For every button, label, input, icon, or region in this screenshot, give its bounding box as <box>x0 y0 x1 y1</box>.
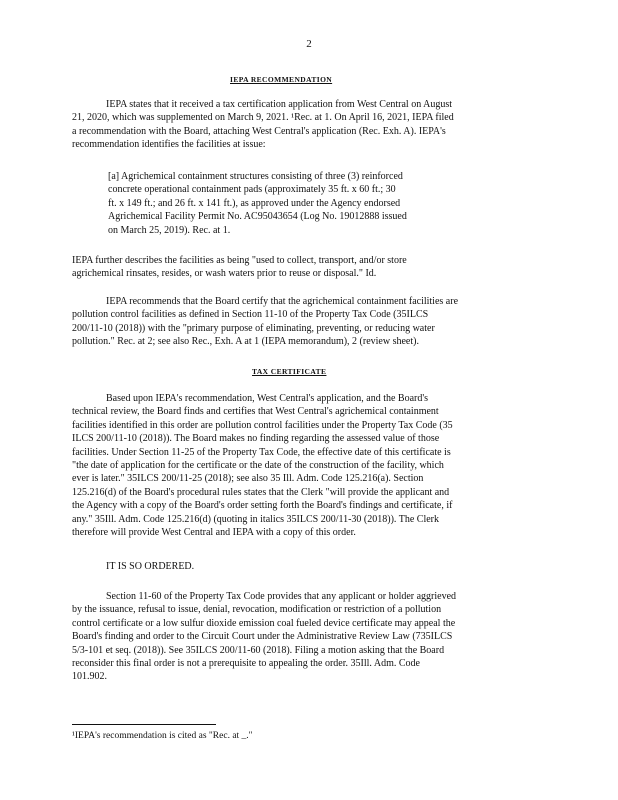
text-line: IEPA further describes the facilities as being "used to collect, transport, and/or store <box>72 255 407 266</box>
quote-line: concrete operational containment pads (approximately 35 ft. x 60 ft.; 30 <box>108 184 396 196</box>
text-line: 21, 2020, which was supplemented on March 9, 2021. ¹Rec. at 1. On April 16, 2021, IEPA filed <box>72 112 454 124</box>
text-line: IT IS SO ORDERED. <box>106 561 195 572</box>
text-line: pollution control facilities as defined in Section 11-10 of the Property Tax Code (35ILCS <box>72 309 429 321</box>
quote-line: [a] Agrichemical containment structures consisting of three (3) reinforced <box>108 171 403 182</box>
text-line: facilities identified in this order are pollution control facilities under the Property Tax Code (35 <box>72 419 453 431</box>
paragraph-appeal-rights <box>72 590 540 684</box>
footnote-divider <box>72 724 216 725</box>
paragraph-iepa-states <box>72 98 540 152</box>
paragraph-iepa-describes <box>72 254 540 281</box>
it-is-so-ordered <box>106 560 406 573</box>
text-line: the Agency with a copy of the Board's order setting forth the Board's findings and certificate, if <box>72 500 453 512</box>
paragraph-board-finds <box>72 392 540 539</box>
text-line: 125.216(d) of the Board's procedural rules states that the Clerk "will provide the applicant and <box>72 486 450 498</box>
text-line: ILCS 200/11-10 (2018)). The Board makes no finding regarding the assessed value of those <box>72 433 440 445</box>
iepa-recommendation-heading: IEPA RECOMMENDATION <box>230 75 333 84</box>
text-line: agrichemical rinsates, resides, or wash waters prior to reuse or disposal." Id. <box>72 268 377 280</box>
footnote-1: ¹IEPA's recommendation is cited as "Rec. at _." <box>72 731 253 741</box>
text-line: IEPA recommends that the Board certify that the agrichemical containment facilities are <box>106 296 459 307</box>
paragraph-iepa-recommends <box>72 295 540 349</box>
page-number: 2 <box>306 38 312 50</box>
text-line: any." 35Ill. Adm. Code 125.216(d) (quoting in italics 35ILCS 200/11-30 (2018)). The Clerk <box>72 513 440 525</box>
text-line: facilities. Under Section 11-25 of the Property Tax Code, the effective date of this certificate is <box>72 446 451 458</box>
text-line: 5/3-101 et seq. (2018)). See 35ILCS 200/11-60 (2018). Filing a motion asking that the Board <box>72 644 445 656</box>
text-line: a recommendation with the Board, attaching West Central's application (Rec. Exh. A). IEPA's <box>72 125 446 137</box>
text-line: recommendation identifies the facilities at issue: <box>72 139 266 151</box>
text-line: therefore will provide West Central and IEPA with a copy of this order. <box>72 527 356 539</box>
text-line: Board's finding and order to the Circuit Court under the Administrative Review Law (735ILCS <box>72 631 453 643</box>
text-line: 200/11-10 (2018)) with the "primary purpose of eliminating, preventing, or reducing water <box>72 322 435 334</box>
text-line: reconsider this final order is not a prerequisite to appealing the order. 35Ill. Adm. Code <box>72 658 420 670</box>
text-line: "the date of application for the certificate or the date of the construction of the facility, which <box>72 460 444 472</box>
text-line: ever is later." 35ILCS 200/11-25 (2018); see also 35 Ill. Adm. Code 125.216(a). Section <box>72 473 424 485</box>
text-line: pollution." Rec. at 2; see also Rec., Exh. A at 1 (IEPA memorandum), 2 (review sheet). <box>72 336 419 348</box>
quote-line: on March 25, 2019). Rec. at 1. <box>108 224 231 236</box>
text-line: control certificate or a low sulfur dioxide emission coal fueled device certificate may appeal the <box>72 617 456 629</box>
quote-line: ft. x 149 ft.; and 26 ft. x 141 ft.), as approved under the Agency endorsed <box>108 197 401 209</box>
tax-certificate-heading: TAX CERTIFICATE <box>252 367 327 376</box>
text-line: Section 11-60 of the Property Tax Code provides that any applicant or holder aggrieved <box>106 591 457 602</box>
text-line: IEPA states that it received a tax certification application from West Central on August <box>106 99 453 110</box>
quote-line: Agrichemical Facility Permit No. AC95043654 (Log No. 19012888 issued <box>108 211 407 223</box>
text-line: 101.902. <box>72 671 107 683</box>
block-quote-facilities <box>108 170 498 237</box>
text-line: Based upon IEPA's recommendation, West Central's application, and the Board's <box>106 393 429 404</box>
text-line: by the issuance, refusal to issue, denial, revocation, modification or restriction of a pollution <box>72 604 442 616</box>
text-line: technical review, the Board finds and certifies that West Central's agrichemical containment <box>72 406 439 418</box>
